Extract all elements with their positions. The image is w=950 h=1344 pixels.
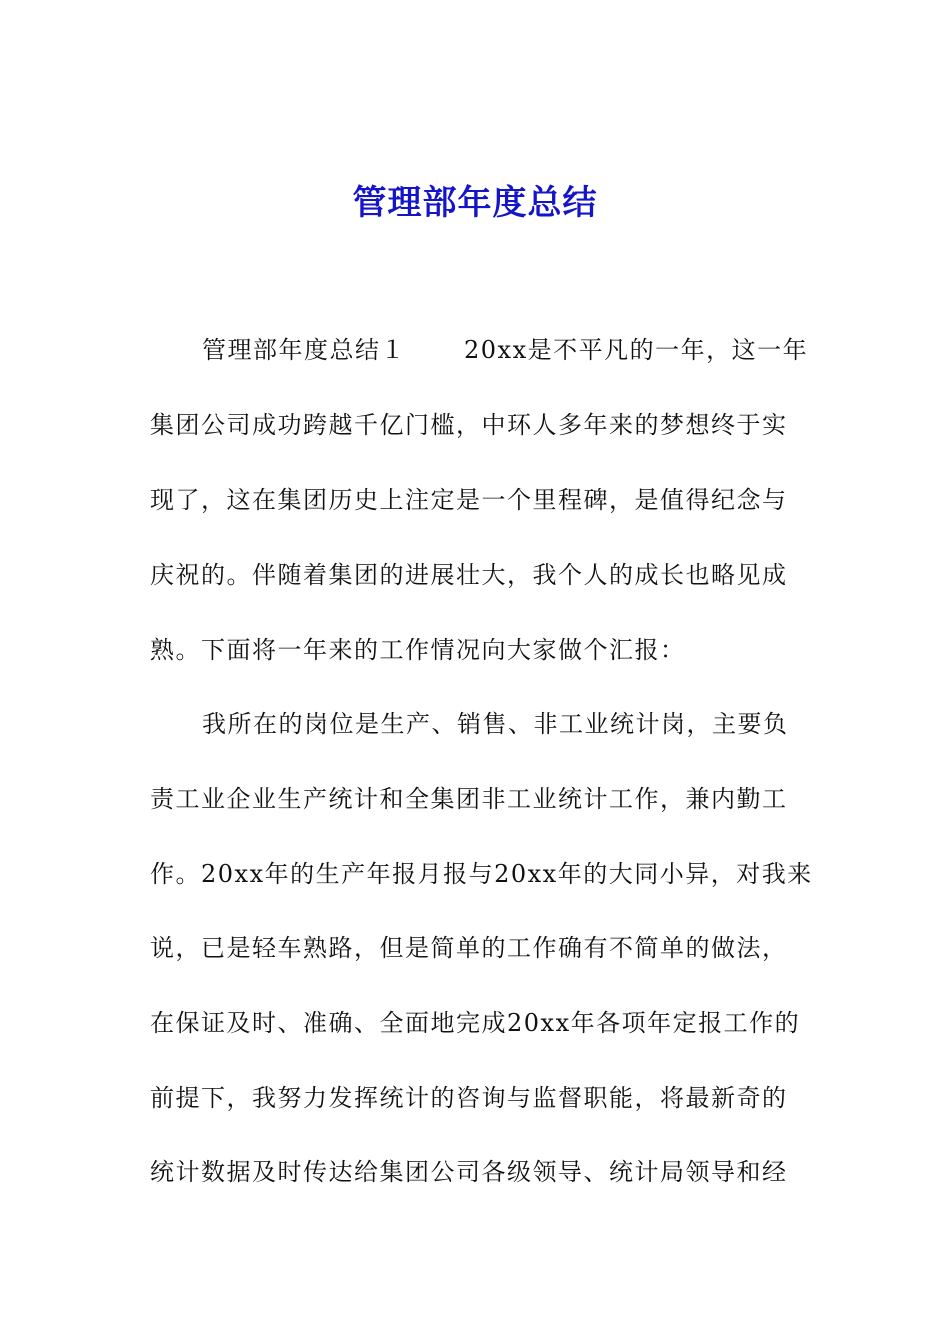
paragraph-line: 作。20xx年的生产年报月报与20xx年的大同小异，对我来 (150, 860, 813, 888)
paragraph-line (202, 330, 862, 370)
paragraph-line: 我所在的岗位是生产、销售、非工业统计岗，主要负 (202, 710, 789, 738)
paragraph-heading: 管理部年度总结１ (202, 336, 406, 364)
paragraph-line: 统计数据及时传达给集团公司各级领导、统计局领导和经 (150, 1158, 788, 1186)
paragraph-line: 熟。下面将一年来的工作情况向大家做个汇报： (150, 636, 686, 664)
paragraph-line: 在保证及时、准确、全面地完成20xx年各项年定报工作的 (150, 1009, 801, 1037)
paragraph-line: 前提下，我努力发挥统计的咨询与监督职能，将最新奇的 (150, 1084, 788, 1112)
document-title: 管理部年度总结 (352, 183, 598, 223)
paragraph-line: 说，已是轻车熟路，但是简单的工作确有不简单的做法， (150, 934, 788, 962)
paragraph-line: 庆祝的。伴随着集团的进展壮大，我个人的成长也略见成 (150, 561, 788, 589)
paragraph-line: 现了，这在集团历史上注定是一个里程碑，是值得纪念与 (150, 486, 788, 514)
paragraph-text: 20xx是不平凡的一年，这一年 (464, 336, 809, 364)
paragraph-line: 责工业企业生产统计和全集团非工业统计工作，兼内勤工 (150, 785, 788, 813)
paragraph-line: 集团公司成功跨越千亿门槛，中环人多年来的梦想终于实 (150, 411, 788, 439)
